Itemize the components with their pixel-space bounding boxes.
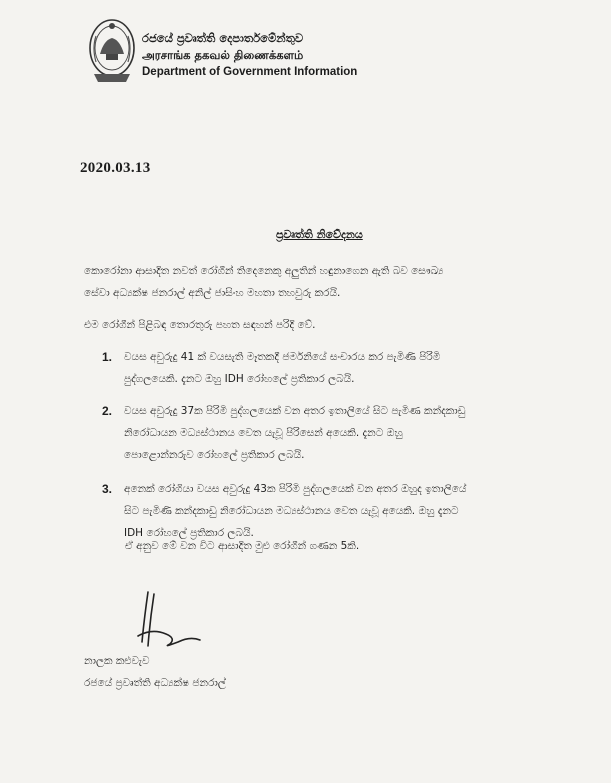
department-name-tamil: அரசாங்க தகவல் திணைக்களம்: [142, 48, 304, 62]
list-line: අනෙක් රෝගියා වයස අවුරුදු 43ක පිරිමි පුද්ගලයෙක් වන අතර ඔහුද ඉතාලියේ: [124, 483, 467, 495]
list-line: වයස අවුරුදු 37ක පිරිමි පුද්ගලයෙක් වන අතර ඉතාලියේ සිට පැමිණ කන්දකාඩු: [124, 405, 466, 417]
list-number: 1.: [102, 350, 113, 364]
sri-lanka-emblem-icon: [86, 14, 138, 86]
list-number: 3.: [102, 482, 113, 496]
signatory-title: රජයේ ප්‍රවෘත්ති අධ්‍යක්ෂ ජනරාල්: [84, 677, 226, 689]
intro-line-1: කොරෝනා ආසාදිත නවත් රෝගීන් තිදෙනෙකු අලුතින් හඳුනාගෙන ඇති බව සෞඛ්‍ය: [84, 265, 444, 277]
signatory-block: [84, 650, 226, 694]
signatory-name: නාලක කළුවැව: [84, 655, 150, 667]
intro-paragraph: [84, 260, 443, 304]
list-line: පුද්ගලයෙකි. දැනට ඔහු IDH රෝහලේ ප්‍රතිකාර ලබයි.: [124, 373, 355, 385]
patient-list: [102, 346, 542, 550]
list-line: පොළොන්නරුව රෝහලේ ප්‍රතිකාර ලබයි.: [124, 449, 305, 461]
document-heading: ප්‍රවෘත්ති නිවේදනය: [276, 228, 363, 241]
list-item: [102, 478, 542, 544]
department-name-english: Department of Government Information: [142, 66, 358, 78]
release-date: 2020.03.13: [80, 160, 151, 176]
list-line: IDH රෝහලේ ප්‍රතිකාර ලබයි.: [124, 527, 254, 539]
list-line: නිරෝධායන මධ්‍යස්ථානය වෙත යැවූ පිරිසෙන් අයෙකි. දැනට ඔහු: [124, 427, 403, 439]
list-item: [102, 346, 542, 390]
list-line: වයස අවුරුදු 41 ක් වයසැති මෑතකදී ජර්මනියේ සංචාරය කර පැමිණි පිරිමි: [124, 351, 441, 363]
letterhead: [142, 30, 357, 81]
closing-statement: ඒ අනුව මේ වන විට ආසාදිත මුළු රෝගීන් ගණන 5කි.: [125, 540, 360, 552]
list-number: 2.: [102, 404, 113, 418]
intro-line-2: සේවා අධ්‍යක්ෂ ජනරාල් අනිල් ජාසිංහ මහතා තහවුරු කරයි.: [84, 287, 341, 299]
details-intro: එම රෝගීන් පිළිබඳ තොරතුරු පහත සඳහන් පරිදි වේ.: [84, 319, 316, 331]
department-name-sinhala: රජයේ ප්‍රවෘත්ති දෙපාර්තමේන්තුව: [142, 31, 304, 45]
list-line: සිට පැමිණි කන්දකාඩු නිරෝධායන මධ්‍යස්ථානය වෙත යැවූ අයෙකි. ඔහු දැනට: [124, 505, 459, 517]
list-item: [102, 400, 542, 466]
